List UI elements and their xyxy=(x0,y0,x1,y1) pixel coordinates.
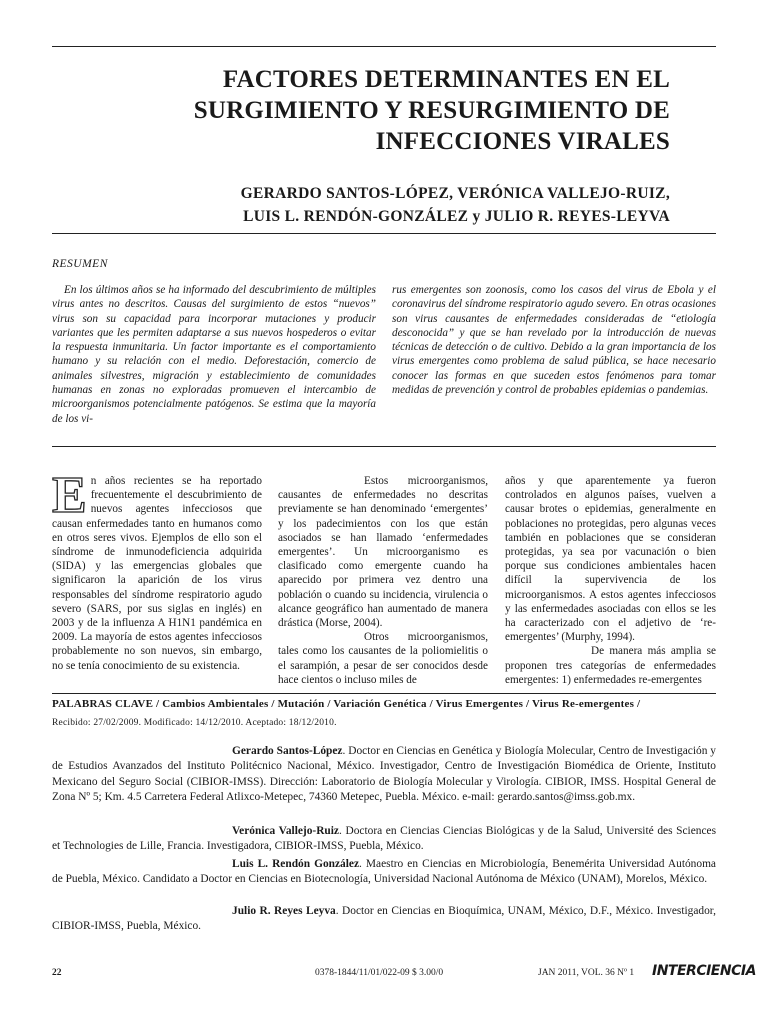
page-number: 22 xyxy=(52,968,62,978)
author-bio xyxy=(52,857,716,888)
abstract-right-column xyxy=(392,283,716,397)
authors xyxy=(110,182,670,228)
bio-text: . Doctor en Ciencias en Bioquímica, UNAM, México, D.F., México. Investigador, CIBIOR-IMSS, Puebla, México. xyxy=(52,905,716,933)
body-column-2 xyxy=(278,474,488,687)
body-paragraph: Estos microorganismos, causantes de enfermedades no descritas previamente se han denominado ‘emergentes’ y los padecimientos con los que están asociados se han llamado ‘enfermedades emergentes’. Un microorganismo es clasificado como emergente cuando ha aparecido por primera vez dentro una población o cuando su incidencia, virulencia o alcance geográfico han aumentado de manera drástica (Morse, 2004). xyxy=(278,475,488,630)
abstract-left-column xyxy=(52,283,376,426)
abstract-label: RESUMEN xyxy=(52,258,108,270)
keywords: PALABRAS CLAVE / Cambios Ambientales / Mutación / Variación Genética / Virus Emergentes / Virus Re-emergentes / xyxy=(52,698,641,710)
journal-logo: INTERCIENCIA xyxy=(652,963,756,979)
keywords-rule xyxy=(52,693,716,694)
bio-name: Julio R. Reyes Leyva xyxy=(232,905,336,917)
body-column-3 xyxy=(505,474,716,687)
article-code: 0378-1844/11/01/022-09 $ 3.00/0 xyxy=(315,968,444,978)
bio-name: Gerardo Santos-López xyxy=(232,745,343,757)
title-line: INFECCIONES VIRALES xyxy=(375,128,670,155)
bio-text: . Doctora en Ciencias Ciencias Biológicas y de la Salud, Université des Sciences et Technologies de Lille, Francia. Investigadora, CIBIOR-IMSS, Puebla, México. xyxy=(52,825,716,853)
body-paragraph: De manera más amplia se proponen tres categorías de enfermedades emergentes: 1) enfermedades re-emergentes xyxy=(505,645,716,686)
title-line: SURGIMIENTO Y RESURGIMIENTO DE xyxy=(193,97,670,124)
bio-name: Verónica Vallejo-Ruiz xyxy=(232,825,339,837)
body-paragraph: años y que aparentemente ya fueron controlados en algunos países, vuelven a causar brotes o epidemias, generalmente en poblaciones no protegidas, pero algunas veces también en poblaciones que se consideran protegidas, ya sea por vacunación o bien porque sus condiciones ambientales hacen difícil la supervivencia de los microorganismos. A estos agentes infecciosos y las enfermedades asociadas con ellos se les ha caracterizado con el adjetivo de ‘re-emergentes’ (Murphy, 1994). xyxy=(505,475,716,644)
bio-name: Luis L. Rendón González xyxy=(232,858,360,870)
issue-info: JAN 2011, VOL. 36 Nº 1 xyxy=(538,968,635,978)
bio-text: . Doctor en Ciencias en Genética y Biología Molecular, Centro de Investigación y de Estudios Avanzados del Instituto Politécnico Nacional, México. Investigador, Centro de Investigación Biomédica de Oriente, Instituto Mexicano del Seguro Social (CIBIOR-IMSS). Dirección: Laboratorio de Biología Molecular y Virología. CIBIOR, IMSS. Hospital General de Zona Nº 5; Km. 4.5 Carretera Federal Atlixco-Metepec, 74360 Metepec, Puebla. México. e-mail: gerardo.santos@imss.gob.mx. xyxy=(52,745,716,803)
author-line: GERARDO SANTOS-LÓPEZ, VERÓNICA VALLEJO-RUIZ, xyxy=(240,185,670,202)
author-bio xyxy=(52,904,716,935)
body-paragraph: n años recientes se ha reportado frecuentemente el descubrimiento de nuevos agentes infecciosos que causan enfermedades tanto en humanos como en otros seres vivos. Ejemplos de ello son el síndrome de inmunodeficiencia adquirida (SIDA) y las emergencias globales que significaron la aparición de los virus responsables del síndrome respiratorio agudo severo (SARS, por sus siglas en inglés) en 2003 y de la influenza A H1N1 pandémica en 2009. La mayoría de estos agentes infecciosos probablemente no son nuevos, sin embargo, no se tenía conocimiento de su existencia. xyxy=(52,475,262,672)
author-line: LUIS L. RENDÓN-GONZÁLEZ y JULIO R. REYES-LEYVA xyxy=(243,208,670,225)
abstract-text-right: rus emergentes son zoonosis, como los casos del virus de Ebola y el coronavirus del síndrome respiratorio agudo severo. En otras ocasiones son virus causantes de enfermedades consideradas de “etiología desconocida” y que se han revelado por la introducción de nuevas técnicas de detección o de cultivo. Debido a la gran importancia de los virus emergentes como problema de salud pública, se hace necesario conocer las formas en que suceden estos fenómenos para tomar medidas de prevención y control de probables epidemias o pandemias. xyxy=(392,284,716,397)
abstract-rule xyxy=(52,446,716,447)
author-bio xyxy=(52,744,716,805)
top-rule xyxy=(52,46,716,47)
abstract-text-left: En los últimos años se ha informado del descubrimiento de múltiples virus antes no descritos. Causas del surgimiento de estos “nuevos” virus son su capacidad para incorporar mutaciones y producir variantes que les permiten adaptarse a sus nuevos hospederos o evitar la respuesta inmunitaria. Un factor importante es el comportamiento humano y su relación con el medio. Deforestación, comercio de animales silvestres, migración y establecimiento de comunidades humanas en zonas no exploradas promueven el intercambio de microorganismos potencialmente patógenos. Se estima que la mayoría de los vi- xyxy=(52,284,376,425)
dropcap-letter: E xyxy=(52,467,87,524)
body-column-1 xyxy=(52,467,262,673)
title-rule xyxy=(52,233,716,234)
received-dates: Recibido: 27/02/2009. Modificado: 14/12/2010. Aceptado: 18/12/2010. xyxy=(52,718,337,728)
title-line: FACTORES DETERMINANTES EN EL xyxy=(222,66,670,93)
article-title xyxy=(110,64,670,157)
author-bio xyxy=(52,824,716,855)
bio-text: . Maestro en Ciencias en Microbiología, Benemérita Universidad Autónoma de Puebla, México. Candidato a Doctor en Ciencias en Biotecnología, Universidad Nacional Autónoma de México (UNAM), Morelos, México. xyxy=(52,858,716,886)
body-paragraph: Otros microorganismos, tales como los causantes de la poliomielitis o el sarampión, a pesar de ser conocidos desde hace cientos o incluso miles de xyxy=(278,631,488,686)
